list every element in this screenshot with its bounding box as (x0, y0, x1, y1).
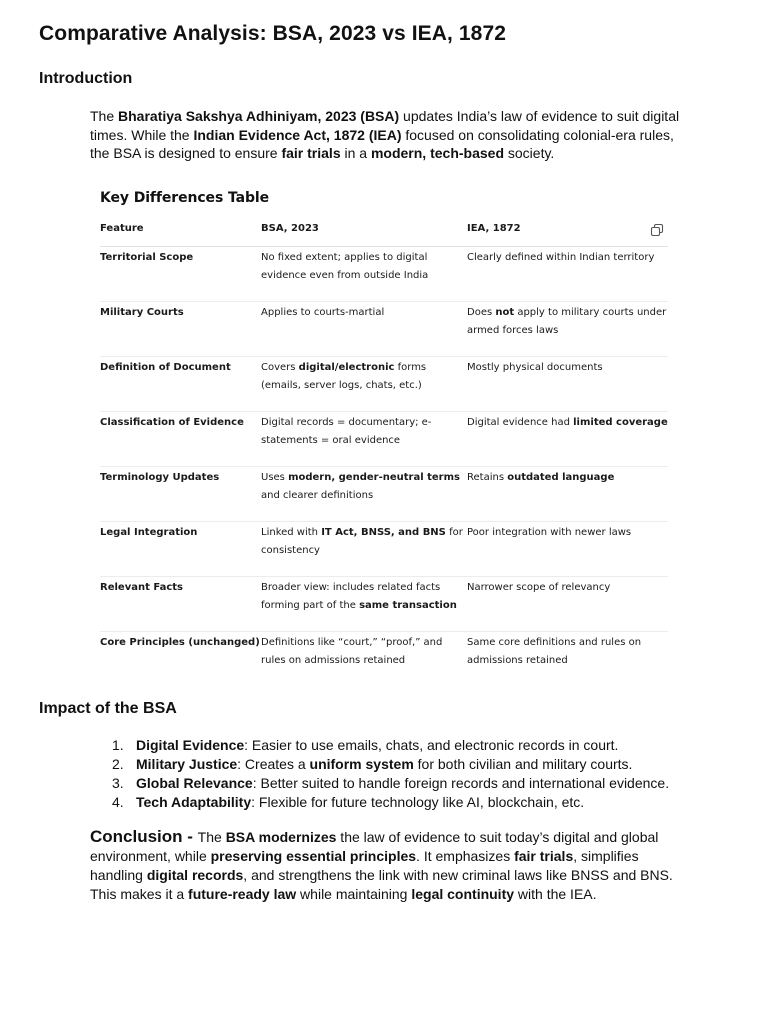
introduction-paragraph (90, 107, 690, 163)
copy-icon[interactable] (650, 222, 664, 236)
text-segment: focused on consolidating colonial-era rules, the BSA is designed to ensure (90, 126, 674, 162)
table-row (100, 522, 668, 577)
text-segment: with the IEA. (514, 886, 597, 902)
list-item (112, 755, 669, 774)
text-segment: and clearer definitions (261, 490, 374, 501)
text-segment: No fixed extent; applies to digital evidence even from outside India (261, 252, 429, 281)
text-segment: the law of evidence to suit today’s digital and global environment, while (90, 829, 659, 864)
bold-text: not (495, 307, 515, 318)
bsa-cell (261, 412, 467, 467)
iea-cell (467, 577, 668, 632)
bold-text: limited coverage (573, 417, 668, 428)
text-segment: Digital records = documentary; e-statements = oral evidence (261, 417, 432, 446)
list-term: Tech Adaptability (136, 794, 252, 810)
bsa-cell (261, 632, 467, 687)
text-segment: forms (emails, server logs, chats, etc.) (261, 362, 427, 391)
text-segment: The (90, 108, 119, 124)
bsa-cell (261, 302, 467, 357)
bsa-cell (261, 522, 467, 577)
list-item (112, 793, 669, 812)
feature-cell: Terminology Updates (100, 467, 261, 522)
table-row (100, 302, 668, 357)
text-segment: : Flexible for future technology like AI, blockchain, etc. (251, 794, 585, 810)
text-segment: updates India’s law of evidence to suit digital times. While the (90, 108, 680, 143)
feature-cell: Definition of Document (100, 357, 261, 412)
page-title: Comparative Analysis: BSA, 2023 vs IEA, 1872 (39, 22, 507, 45)
feature-cell: Military Courts (100, 302, 261, 357)
text-segment: Broader view: includes related facts forming part of the (261, 582, 441, 611)
text-segment: Digital evidence had (467, 417, 574, 428)
iea-cell (467, 302, 668, 357)
conclusion-lead: Conclusion - (90, 827, 198, 846)
list-number: 4. (112, 794, 124, 810)
list-item (112, 736, 669, 755)
feature-cell: Legal Integration (100, 522, 261, 577)
table-row (100, 357, 668, 412)
text-segment: for both civilian and military courts. (413, 756, 633, 772)
text-segment: , simplifies handling (90, 848, 639, 883)
bold-text: Bharatiya Sakshya Adhiniyam, 2023 (BSA) (118, 108, 400, 124)
feature-cell: Relevant Facts (100, 577, 261, 632)
iea-cell (467, 467, 668, 522)
bsa-cell (261, 577, 467, 632)
iea-cell (467, 632, 668, 687)
bold-text: fair trials (514, 848, 574, 864)
text-segment: Uses (261, 472, 289, 483)
table-row (100, 632, 668, 687)
text-segment: while maintaining (296, 886, 412, 902)
text-segment: for consistency (261, 527, 463, 556)
iea-cell (467, 357, 668, 412)
table-header-row (100, 214, 668, 247)
conclusion-paragraph (90, 827, 690, 904)
list-number: 2. (112, 756, 124, 772)
text-segment: Linked with (261, 527, 322, 538)
iea-cell (467, 522, 668, 577)
text-segment: Does (467, 307, 496, 318)
bsa-cell (261, 467, 467, 522)
text-segment: society. (504, 145, 555, 162)
feature-cell: Core Principles (unchanged) (100, 637, 260, 648)
bold-text: same transaction (359, 600, 457, 611)
list-number: 3. (112, 775, 124, 791)
bold-text: IT Act, BNSS, and BNS (321, 527, 446, 538)
text-segment: Clearly defined within Indian territory (467, 252, 655, 263)
feature-cell: Classification of Evidence (100, 412, 261, 467)
impact-heading: Impact of the BSA (39, 700, 177, 717)
text-segment: Same core definitions and rules on admissions retained (467, 637, 642, 666)
bold-text: BSA modernizes (225, 829, 337, 845)
text-segment: Covers (261, 362, 299, 373)
iea-cell (467, 247, 668, 302)
header-bsa: BSA, 2023 (261, 214, 467, 247)
text-segment: : Easier to use emails, chats, and electronic records in court. (244, 737, 619, 753)
text-segment: , and strengthens the link with new criminal laws like BNSS and BNS. This makes it a (90, 867, 673, 902)
header-feature: Feature (100, 214, 261, 247)
bold-text: legal continuity (411, 886, 515, 902)
iea-cell (467, 412, 668, 467)
list-term: Military Justice (136, 756, 238, 772)
table-row (100, 412, 668, 467)
text-segment: Retains (467, 472, 508, 483)
text-segment: : Better suited to handle foreign records and international evidence. (252, 775, 670, 791)
table-row (100, 577, 668, 632)
bsa-cell (261, 247, 467, 302)
table-title: Key Differences Table (100, 190, 269, 206)
bold-text: outdated language (507, 472, 615, 483)
text-segment: apply to military courts under armed forces laws (467, 307, 667, 336)
text-segment: Poor integration with newer laws (467, 527, 632, 538)
list-number: 1. (112, 737, 124, 753)
table-row (100, 467, 668, 522)
text-segment: Definitions like “court,” “proof,” and rules on admissions retained (261, 637, 443, 666)
bold-text: future-ready law (188, 886, 297, 902)
table-row (100, 247, 668, 302)
feature-cell: Territorial Scope (100, 247, 261, 302)
bold-text: digital records (146, 867, 244, 883)
list-item (112, 774, 669, 793)
bsa-cell (261, 357, 467, 412)
impact-list (112, 736, 669, 812)
bold-text: modern, tech-based (370, 145, 504, 162)
key-differences-table-block (100, 190, 668, 686)
text-segment: Narrower scope of relevancy (467, 582, 611, 593)
bold-text: Indian Evidence Act, 1872 (IEA) (193, 126, 402, 143)
introduction-heading: Introduction (39, 70, 133, 87)
text-segment: : Creates a (237, 756, 310, 772)
bold-text: preserving essential principles (210, 848, 417, 864)
bold-text: modern, gender-neutral terms (288, 472, 460, 483)
header-iea: IEA, 1872 (467, 214, 668, 247)
key-differences-table (100, 214, 668, 686)
bold-text: digital/electronic (298, 362, 395, 373)
bold-text: fair trials (281, 145, 341, 162)
list-term: Global Relevance (136, 775, 253, 791)
text-segment: . It emphasizes (416, 848, 515, 864)
bold-text: uniform system (309, 756, 414, 772)
text-segment: The (197, 829, 226, 845)
text-segment: Applies to courts-martial (261, 307, 385, 318)
text-segment: Mostly physical documents (467, 362, 603, 373)
list-term: Digital Evidence (136, 737, 245, 753)
text-segment: in a (340, 145, 371, 162)
